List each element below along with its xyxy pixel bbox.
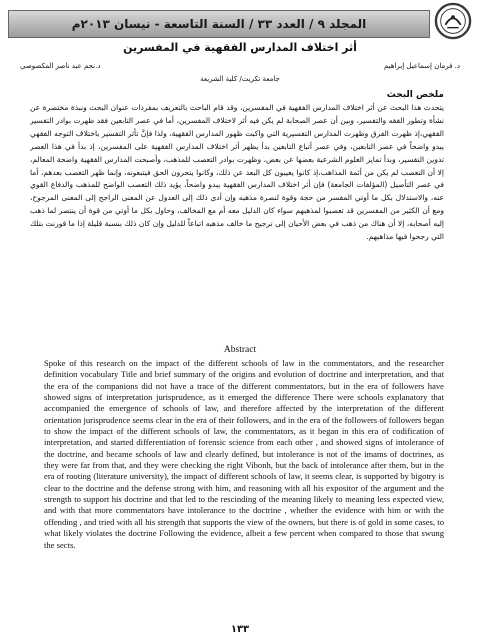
arabic-summary: يتحدث هذا البحث عن أثر اختلاف المدارس الفقهية في المفسرين، وقد قام الباحث بالتعريف بمفردات عنوان البحث ونبذة مختصرة عن نشأة وتطور الفقه والتفسير، وبين أن عصر الصحابة لم يكن فيه أثر لاختلاف المفسرين، أما في عصر التابعين فقد ظهرت بوادر التفسير الفقهي،إذ ظهرت الفرق وظهرت المدارس التفسيرية التي واكبت ظهور المدارس الفقهية، ولذا فإنَّ تأثر التفسير باختلاف التوجه الفقهي يبدو واضحاً في عصر التابعين، وفي عصر أتباع التابعين بدأ يظهر أثر اختلاف المدارس الفقهية على المفسرين، إذ بدأ في هذا العصر تدوين التفسير، وبدأ تمايز العلوم الشرعية بعضها عن بعض، وظهرت بوادر التعصب للمذهب، وأصبحت المدارس الفقهية واضحة المعالم، إلا أن التعصب لم يكن من أئمة المذاهب،إذ كانوا يعيبون كل البعد عن ذلك، وكانوا يتحرون الحق فيتبعونه، وإنما ظهر التعصب بعدهم، أما في عصر التأصيل (المؤلفات الجامعة) فإن أثر اختلاف المدارس الفقهية يبدو واضحاً، يؤيد ذلك التعصب الواضح للمذهب والدفاع القوي عنه، والاستدلال بكل ما أوتي المفسر من حجة وقوة لنصرة مذهبه وإن أدى ذلك إلى العدول عن المعنى الراجح إلى المعنى المرجوح، ومع أن الكثير من المفسرين قد تعصبوا لمذهبهم سواء كان الدليل معه أم مع المخالف، وحاول بكل ما أوتي من قوة أن ينتصر لما ذهب إليه أصحابه، إلا أن هناك من ذهب في بعض الأحيان إلى ترجيح ما خالف مذهبه اتباعاً للدليل وإن كان ذلك بنسبة قليلة إذا ما قورنت بتلك التي رجحوا فيها مذاهبهم. xyxy=(30,103,444,242)
abstract-heading: Abstract xyxy=(223,345,257,355)
english-abstract: Spoke of this research on the impact of the different schools of law in the commentators, and the researcher definition vocabulary Title and brief summary of the origins and evolution of doctrine and interpretation, and that the era of the companions did not have a trace of the different commentators, but in the era of followers have showed signs of interpretation jurisprudence, as it emerged the difference There were schools explanatory that accompanied the emergence of schools of law, and therefore affected by the interpretation of the different orientation jurisprudence seems clear in the era of their followers, and in the era of the followers of followers began to show the impact of the different schools of law, the commentators, as it began in this era of codification of interpretation, and started differentiation of forensic science from each other , and showed signs of intolerance of the doctrine, and became schools of law and clearly defined, but intolerance is not of the imams of doctrines, as they were far from that, and they were checking the right Vibonh, but the back of intolerance after them, but in the era of rooting (literature university), the impact of different schools of law, it seems clear, is supported by bigotry is clear to the doctrine and the defense strong with him, and reasoning with all his expositor of the argument and the strength to support his doctrine and that led to the rescinding of the meaning likely to meaning less expected view, and with that more commentators have intolerance to the doctrine , whether the evidence with him or with the offending , and tried with all his strength that supports the view of the owners, but there is of gold in some cases, to what likely violates the doctrine Following the evidence, albeit a few percent when compared to those that swung the sects. xyxy=(44,358,444,550)
journal-header-bar xyxy=(8,10,430,38)
journal-header-text: المجلد ٩ / العدد ٣٣ / السنة التاسعة - نيسان ٢٠١٣م xyxy=(71,17,367,31)
page-number: ١٣٣ xyxy=(230,624,250,635)
authors-row xyxy=(20,62,460,70)
affiliation: جامعة تكريت/ كلية الشريعة xyxy=(200,75,280,83)
author-second: د.نجم عبد ناصر المكصوصي xyxy=(20,62,101,70)
paper-title: أثر اختلاف المدارس الفقهية في المفسرين xyxy=(123,41,357,54)
journal-logo-icon xyxy=(434,2,472,40)
author-first: د. فرمان إسماعيل إبراهيم xyxy=(384,62,460,70)
summary-heading: ملخص البحث xyxy=(386,90,444,100)
